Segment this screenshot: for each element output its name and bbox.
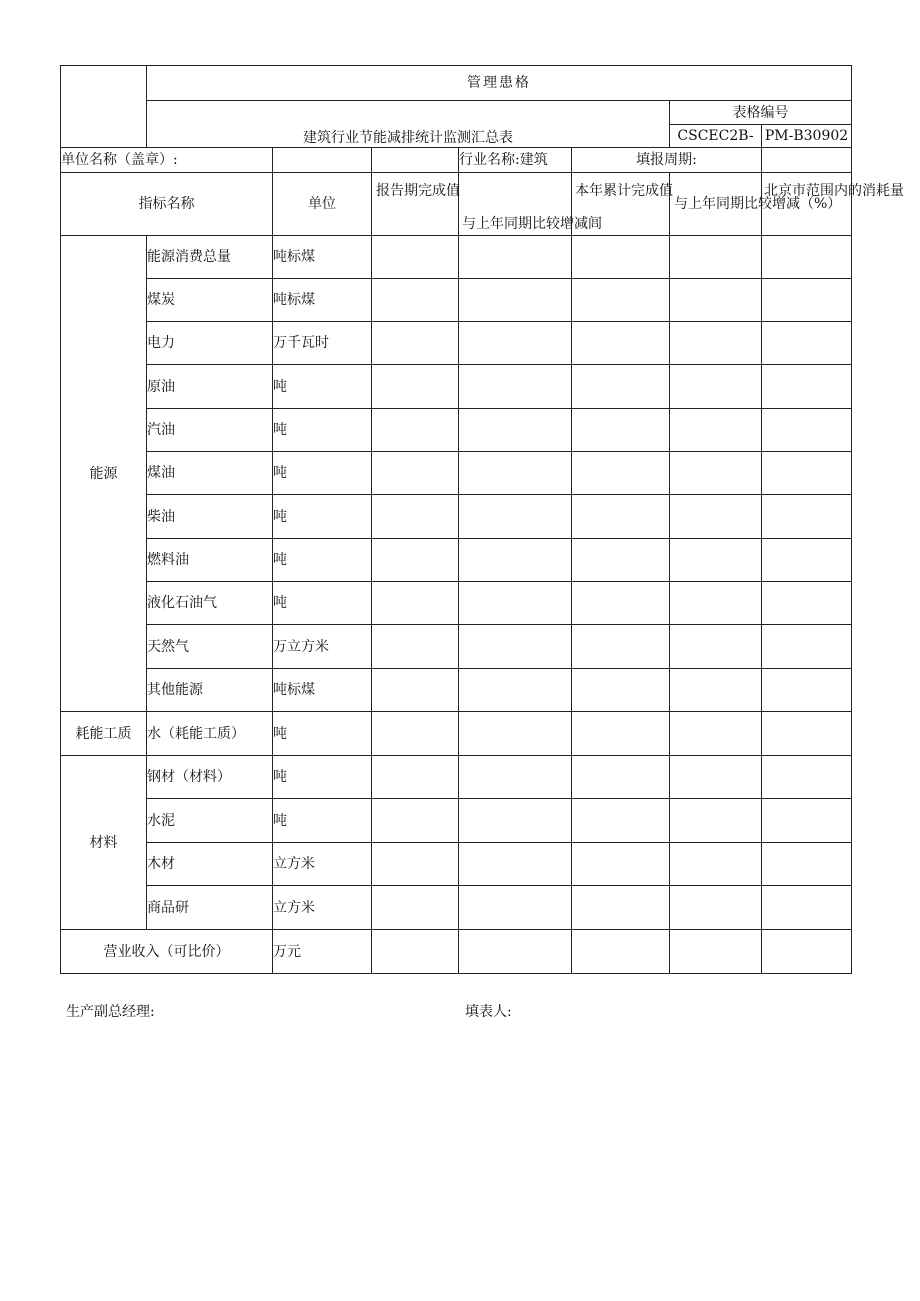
col-yoy-change: 与上年同期比较增减闾 <box>459 173 572 236</box>
value-cell[interactable] <box>762 322 852 365</box>
value-cell[interactable] <box>762 365 852 409</box>
value-cell[interactable] <box>372 930 459 974</box>
value-cell[interactable] <box>762 582 852 625</box>
value-cell[interactable] <box>762 799 852 843</box>
value-cell[interactable] <box>572 756 670 799</box>
value-cell[interactable] <box>459 799 572 843</box>
row-name: 汽油 <box>147 409 273 452</box>
row-name: 木材 <box>147 843 273 886</box>
value-cell[interactable] <box>762 843 852 886</box>
col-beijing: 北京市范围内的消耗量 <box>762 173 852 236</box>
row-unit: 吨 <box>273 495 372 539</box>
value-cell[interactable] <box>670 886 762 930</box>
table-row <box>61 756 852 799</box>
info-blank <box>372 148 459 173</box>
table-row <box>61 452 852 495</box>
value-cell[interactable] <box>372 365 459 409</box>
value-cell[interactable] <box>459 409 572 452</box>
row-unit: 吨标煤 <box>273 236 372 279</box>
value-cell[interactable] <box>572 409 670 452</box>
table-row <box>61 322 852 365</box>
filler-label: 填表人: <box>465 1004 512 1020</box>
row-unit: 吨 <box>273 365 372 409</box>
value-cell[interactable] <box>572 799 670 843</box>
value-cell[interactable] <box>372 236 459 279</box>
value-cell[interactable] <box>762 236 852 279</box>
value-cell[interactable] <box>670 495 762 539</box>
value-cell[interactable] <box>459 365 572 409</box>
value-cell[interactable] <box>670 365 762 409</box>
value-cell[interactable] <box>459 756 572 799</box>
value-cell[interactable] <box>372 539 459 582</box>
value-cell[interactable] <box>459 495 572 539</box>
value-cell[interactable] <box>670 843 762 886</box>
row-name: 能源消费总量 <box>147 236 273 279</box>
table-row <box>61 799 852 843</box>
value-cell[interactable] <box>572 236 670 279</box>
value-cell[interactable] <box>372 409 459 452</box>
row-name: 液化石油气 <box>147 582 273 625</box>
col-unit: 单位 <box>273 173 372 236</box>
row-name: 电力 <box>147 322 273 365</box>
group-materials: 材料 <box>61 756 147 930</box>
value-cell[interactable] <box>459 279 572 322</box>
value-cell[interactable] <box>572 322 670 365</box>
value-cell[interactable] <box>762 669 852 712</box>
value-cell[interactable] <box>459 712 572 756</box>
row-name: 原油 <box>147 365 273 409</box>
col-yoy-pct: 与上年同期比较增减（%） <box>670 173 762 236</box>
value-cell[interactable] <box>762 756 852 799</box>
period-label: 填报周期: <box>572 148 762 173</box>
management-title: 管理患格 <box>147 66 852 101</box>
row-unit: 吨标煤 <box>273 279 372 322</box>
row-name: 商品研 <box>147 886 273 930</box>
row-unit: 吨 <box>273 756 372 799</box>
row-name: 水（耗能工质） <box>147 712 273 756</box>
row-unit: 吨标煤 <box>273 669 372 712</box>
table-row <box>61 625 852 669</box>
value-cell[interactable] <box>372 799 459 843</box>
value-cell[interactable] <box>459 625 572 669</box>
row-unit: 吨 <box>273 452 372 495</box>
value-cell[interactable] <box>670 409 762 452</box>
value-cell[interactable] <box>372 582 459 625</box>
value-cell[interactable] <box>572 582 670 625</box>
value-cell[interactable] <box>372 843 459 886</box>
period-field[interactable] <box>762 148 852 173</box>
form-code-label: 表格编号 <box>670 101 852 125</box>
value-cell[interactable] <box>459 236 572 279</box>
value-cell[interactable] <box>670 756 762 799</box>
value-cell[interactable] <box>572 452 670 495</box>
table-row <box>61 886 852 930</box>
value-cell[interactable] <box>459 322 572 365</box>
table-row <box>61 279 852 322</box>
value-cell[interactable] <box>762 712 852 756</box>
row-name: 燃料油 <box>147 539 273 582</box>
table-row <box>61 582 852 625</box>
col-indicator: 指标名称 <box>61 173 273 236</box>
value-cell[interactable] <box>670 322 762 365</box>
value-cell[interactable] <box>762 930 852 974</box>
value-cell[interactable] <box>762 279 852 322</box>
table-row <box>61 365 852 409</box>
value-cell[interactable] <box>762 625 852 669</box>
value-cell[interactable] <box>372 669 459 712</box>
value-cell[interactable] <box>762 409 852 452</box>
col-report-period: 报告期完成值 <box>372 173 459 236</box>
row-name: 柴油 <box>147 495 273 539</box>
value-cell[interactable] <box>572 843 670 886</box>
value-cell[interactable] <box>459 582 572 625</box>
value-cell[interactable] <box>459 930 572 974</box>
value-cell[interactable] <box>762 452 852 495</box>
group-energy: 能源 <box>61 236 147 712</box>
value-cell[interactable] <box>572 625 670 669</box>
table-row <box>61 669 852 712</box>
row-unit: 万千瓦时 <box>273 322 372 365</box>
value-cell[interactable] <box>572 712 670 756</box>
row-name: 天然气 <box>147 625 273 669</box>
row-name: 煤炭 <box>147 279 273 322</box>
value-cell[interactable] <box>670 236 762 279</box>
row-unit: 吨 <box>273 409 372 452</box>
value-cell[interactable] <box>372 452 459 495</box>
value-cell[interactable] <box>762 495 852 539</box>
table-title: 建筑行业节能减排统计监测汇总表 <box>147 101 670 148</box>
value-cell[interactable] <box>572 930 670 974</box>
value-cell[interactable] <box>372 322 459 365</box>
value-cell[interactable] <box>459 452 572 495</box>
value-cell[interactable] <box>670 539 762 582</box>
value-cell[interactable] <box>572 279 670 322</box>
statistics-summary-table <box>60 65 904 974</box>
group-consumable: 耗能工质 <box>61 712 147 756</box>
deputy-manager-label: 生产副总经理: <box>66 1004 155 1020</box>
unit-name-field[interactable] <box>273 148 372 173</box>
row-unit: 万立方米 <box>273 625 372 669</box>
row-name: 其他能源 <box>147 669 273 712</box>
value-cell[interactable] <box>762 539 852 582</box>
table-row <box>61 409 852 452</box>
row-unit: 万元 <box>273 930 372 974</box>
value-cell[interactable] <box>372 886 459 930</box>
value-cell[interactable] <box>670 625 762 669</box>
value-cell[interactable] <box>572 365 670 409</box>
value-cell[interactable] <box>459 886 572 930</box>
value-cell[interactable] <box>670 669 762 712</box>
value-cell[interactable] <box>670 452 762 495</box>
value-cell[interactable] <box>372 756 459 799</box>
col-ytd-total: 本年累计完成值 <box>572 173 670 236</box>
row-unit: 吨 <box>273 712 372 756</box>
value-cell[interactable] <box>572 669 670 712</box>
value-cell[interactable] <box>372 625 459 669</box>
logo-cell <box>61 66 147 148</box>
industry-label: 行业名称:建筑 <box>459 148 572 173</box>
value-cell[interactable] <box>762 886 852 930</box>
row-unit: 立方米 <box>273 843 372 886</box>
value-cell[interactable] <box>572 886 670 930</box>
value-cell[interactable] <box>372 712 459 756</box>
row-unit: 吨 <box>273 582 372 625</box>
value-cell[interactable] <box>372 279 459 322</box>
table-row <box>61 539 852 582</box>
row-name: 钢材（材料） <box>147 756 273 799</box>
row-unit: 立方米 <box>273 886 372 930</box>
row-name: 水泥 <box>147 799 273 843</box>
unit-name-label: 单位名称（盖章）: <box>61 148 273 173</box>
value-cell[interactable] <box>670 582 762 625</box>
form-code-part1: CSCEC2B- <box>670 125 762 148</box>
value-cell[interactable] <box>572 495 670 539</box>
value-cell[interactable] <box>572 539 670 582</box>
table-row <box>61 495 852 539</box>
value-cell[interactable] <box>670 712 762 756</box>
value-cell[interactable] <box>670 930 762 974</box>
row-unit: 吨 <box>273 799 372 843</box>
value-cell[interactable] <box>459 843 572 886</box>
value-cell[interactable] <box>459 669 572 712</box>
value-cell[interactable] <box>670 279 762 322</box>
table-row <box>61 843 852 886</box>
value-cell[interactable] <box>372 495 459 539</box>
table-row <box>61 712 852 756</box>
group-revenue: 营业收入（可比价） <box>61 930 273 974</box>
table-row <box>61 930 852 974</box>
row-name: 煤油 <box>147 452 273 495</box>
value-cell[interactable] <box>459 539 572 582</box>
form-code-part2: PM-B30902 <box>762 125 852 148</box>
value-cell[interactable] <box>670 799 762 843</box>
row-unit: 吨 <box>273 539 372 582</box>
table-row <box>61 236 852 279</box>
